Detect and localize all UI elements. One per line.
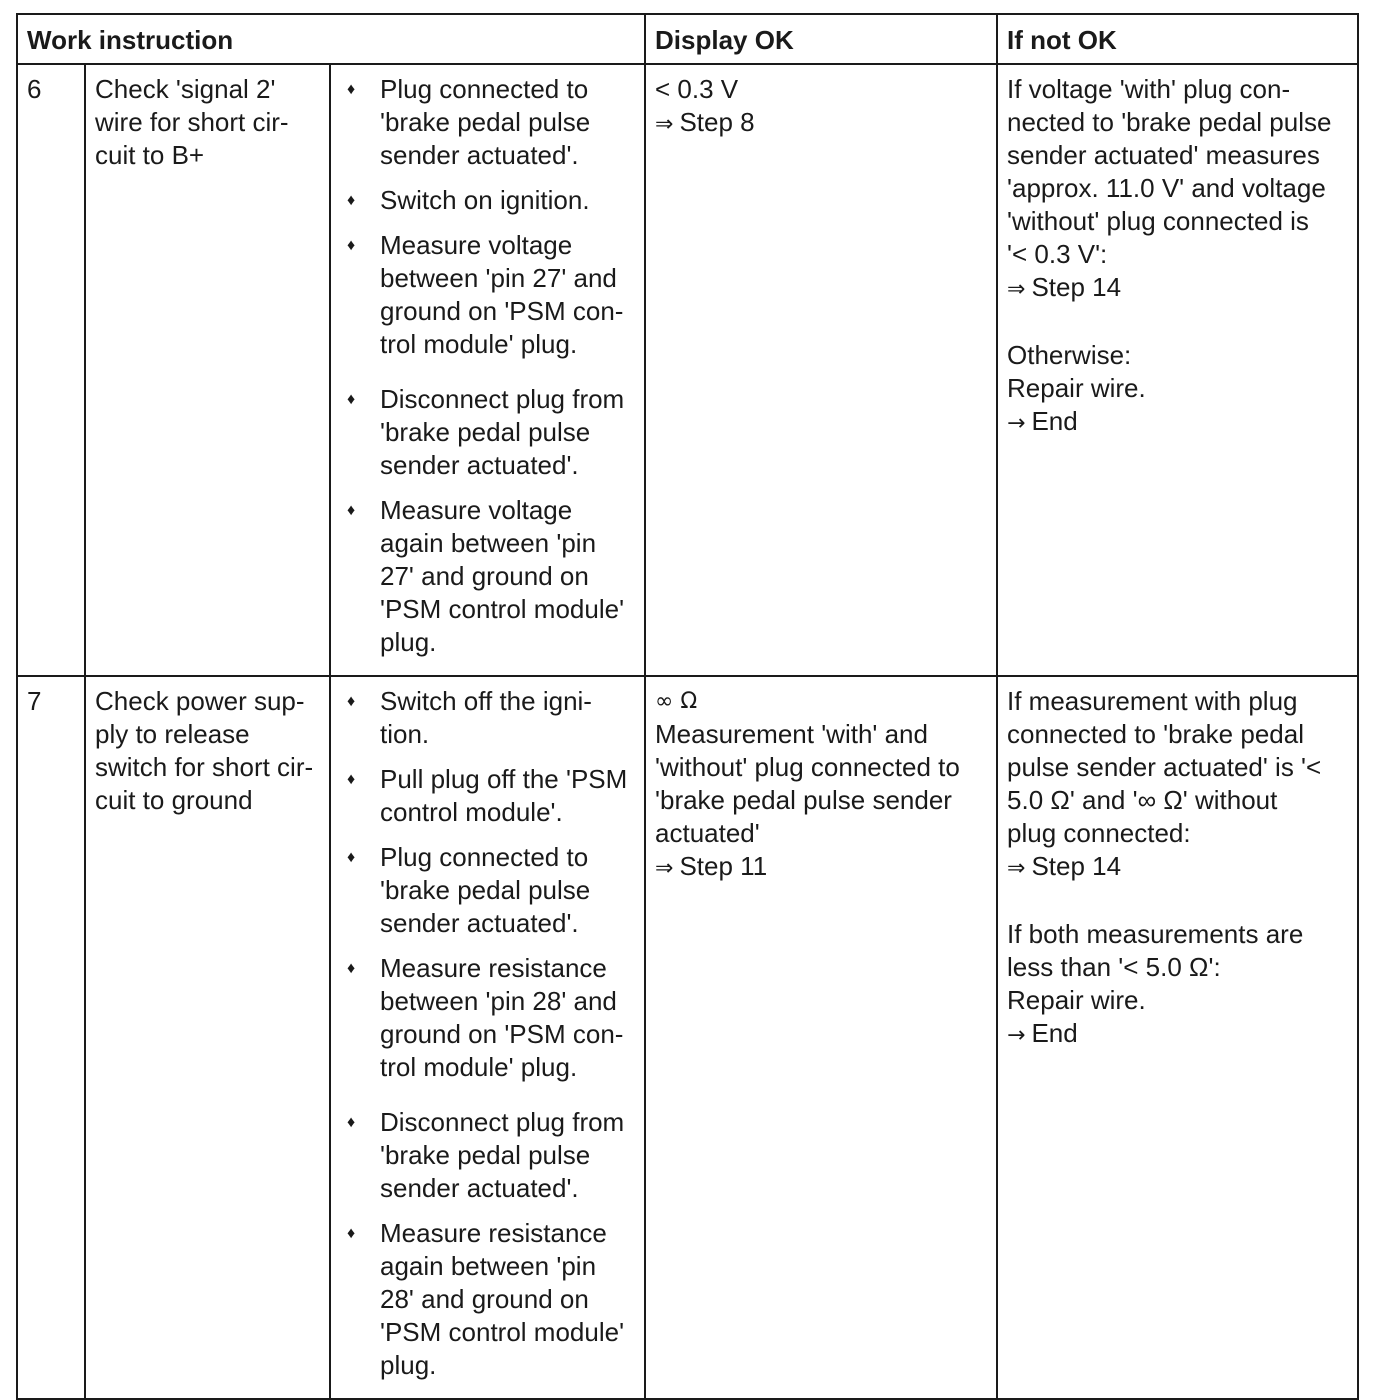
double-arrow-icon: ⇒ [1007,277,1026,302]
end-label: End [1031,1018,1078,1048]
next-step-label: Step 11 [679,851,768,881]
step-number: 6 [17,64,85,676]
instruction-line: plug. [380,1350,437,1380]
step-description [85,676,330,1399]
instruction-line: sender actuated'. [380,140,579,170]
instruction-line: sender actuated'. [380,908,579,938]
instruction-line: sender actuated'. [380,1173,579,1203]
diamond-bullet-icon: ♦ [347,192,356,209]
instruction-list [340,73,635,659]
if-not-ok-next-step [1007,271,1348,306]
double-arrow-icon: ⇒ [655,856,674,881]
instruction-line: 27' and ground on [380,561,589,591]
display-ok-value: < 0.3 V [655,74,739,104]
description-line: Check power sup- [95,686,305,716]
instruction-item [340,763,635,829]
instruction-line: control module'. [380,797,563,827]
header-work-instruction: Work instruction [17,14,645,64]
if-not-ok-line: Repair wire. [1007,373,1146,403]
instruction-item [340,229,635,361]
if-not-ok-cell [997,64,1358,676]
table-row-step-7 [17,676,1358,1399]
next-step-label: Step 14 [1031,851,1122,881]
diamond-bullet-icon: ♦ [347,1225,356,1242]
diamond-bullet-icon: ♦ [347,693,356,710]
if-not-ok-next-step [1007,850,1348,885]
instruction-line: between 'pin 27' and [380,263,617,293]
description-line: Check 'signal 2' [95,74,276,104]
header-if-not-ok: If not OK [997,14,1358,64]
step-number: 7 [17,676,85,1399]
right-arrow-icon: → [1007,1023,1026,1048]
if-not-ok-line: '< 0.3 V': [1007,239,1108,269]
instruction-list [340,685,635,1382]
instruction-line: Disconnect plug from [380,1107,625,1137]
table-row-step-6 [17,64,1358,676]
right-arrow-icon: → [1007,411,1026,436]
instruction-item [340,952,635,1084]
double-arrow-icon: ⇒ [655,112,674,137]
display-ok-next-step [655,850,987,885]
instruction-line: tion. [380,719,430,749]
if-not-ok-line: If both measurements are [1007,919,1304,949]
instruction-line: 'PSM control module' [380,1317,625,1347]
diamond-bullet-icon: ♦ [347,81,356,98]
display-ok-line: Measurement 'with' and [655,719,928,749]
if-not-ok-line: 'without' plug connected is [1007,206,1309,236]
next-step-label: Step 14 [1031,272,1122,302]
display-ok-line: 'brake pedal pulse sender [655,785,952,815]
instruction-line: 28' and ground on [380,1284,589,1314]
instruction-list-cell [330,676,645,1399]
instruction-item [340,841,635,940]
if-not-ok-cell [997,676,1358,1399]
description-line: wire for short cir- [95,107,289,137]
instruction-item [340,383,635,482]
description-line: cuit to B+ [95,140,205,170]
if-not-ok-end [1007,1017,1348,1052]
instruction-line: plug. [380,627,437,657]
diamond-bullet-icon: ♦ [347,502,356,519]
if-not-ok-line: pulse sender actuated' is '< [1007,752,1322,782]
diamond-bullet-icon: ♦ [347,771,356,788]
table-header-row [17,14,1358,64]
if-not-ok-end [1007,405,1348,440]
instruction-line: trol module' plug. [380,1052,578,1082]
instruction-line: between 'pin 28' and [380,986,617,1016]
if-not-ok-line: nected to 'brake pedal pulse [1007,107,1332,137]
if-not-ok-line: sender actuated' measures [1007,140,1320,170]
diamond-bullet-icon: ♦ [347,1114,356,1131]
display-ok-next-step [655,106,987,141]
header-display-ok: Display OK [645,14,997,64]
instruction-item [340,73,635,172]
if-not-ok-line: less than '< 5.0 Ω': [1007,952,1221,982]
if-not-ok-line: Repair wire. [1007,985,1146,1015]
display-ok-cell [645,64,997,676]
next-step-label: Step 8 [679,107,755,137]
if-not-ok-line: 'approx. 11.0 V' and voltage [1007,173,1326,203]
instruction-line: Measure voltage [380,495,573,525]
if-not-ok-line: 5.0 Ω' and '∞ Ω' without [1007,785,1278,815]
display-ok-line: actuated' [655,818,760,848]
work-instruction-document [16,13,1357,1388]
work-instruction-table [16,13,1359,1400]
display-ok-value: ∞ Ω [655,689,698,714]
double-arrow-icon: ⇒ [1007,856,1026,881]
instruction-item [340,1217,635,1382]
instruction-line: Disconnect plug from [380,384,625,414]
instruction-line: 'brake pedal pulse [380,417,591,447]
instruction-line: Plug connected to [380,74,589,104]
instruction-line: 'PSM control module' [380,594,625,624]
instruction-line: Measure voltage [380,230,573,260]
instruction-line: Measure resistance [380,1218,607,1248]
instruction-item [340,685,635,751]
if-not-ok-line: Otherwise: [1007,340,1132,370]
instruction-line: again between 'pin [380,1251,597,1281]
instruction-item [340,1106,635,1205]
instruction-item [340,184,635,217]
description-line: ply to release [95,719,250,749]
step-description [85,64,330,676]
instruction-line: sender actuated'. [380,450,579,480]
instruction-line: Switch off the igni- [380,686,592,716]
instruction-line: again between 'pin [380,528,597,558]
diamond-bullet-icon: ♦ [347,391,356,408]
instruction-line: trol module' plug. [380,329,578,359]
diamond-bullet-icon: ♦ [347,960,356,977]
instruction-line: ground on 'PSM con- [380,1019,624,1049]
description-line: switch for short cir- [95,752,314,782]
instruction-item [340,494,635,659]
instruction-list-cell [330,64,645,676]
instruction-line: 'brake pedal pulse [380,1140,591,1170]
if-not-ok-line: connected to 'brake pedal [1007,719,1304,749]
diamond-bullet-icon: ♦ [347,237,356,254]
instruction-line: Measure resistance [380,953,607,983]
instruction-line: Switch on ignition. [380,185,590,215]
if-not-ok-line: plug connected: [1007,818,1191,848]
display-ok-cell [645,676,997,1399]
if-not-ok-line: If measurement with plug [1007,686,1298,716]
instruction-line: Pull plug off the 'PSM [380,764,628,794]
instruction-line: 'brake pedal pulse [380,107,591,137]
diamond-bullet-icon: ♦ [347,849,356,866]
display-ok-line: 'without' plug connected to [655,752,960,782]
instruction-line: Plug connected to [380,842,589,872]
description-line: cuit to ground [95,785,253,815]
if-not-ok-line: If voltage 'with' plug con- [1007,74,1291,104]
instruction-line: ground on 'PSM con- [380,296,624,326]
end-label: End [1031,406,1078,436]
instruction-line: 'brake pedal pulse [380,875,591,905]
